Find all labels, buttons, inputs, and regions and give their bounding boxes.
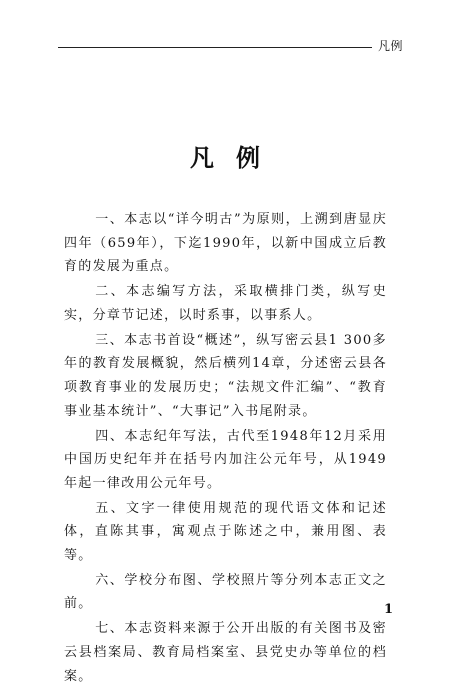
running-title: 凡例: [377, 39, 403, 53]
paragraph-4: 四、本志纪年写法，古代至1948年12月采用中国历史纪年并在括号内加注公元年号，从1949年起一律改用公元年号。: [64, 428, 387, 491]
page-number: 1: [383, 602, 393, 617]
page-title: 凡例: [190, 143, 282, 173]
header-rule: [58, 47, 372, 48]
paragraph-6: 六、学校分布图、学校照片等分列本志正文之前。: [64, 572, 387, 612]
paragraph-3: 三、本志书首设“概述”，纵写密云县1 300多年的教育发展概貌，然后横列14章，分述密云县各项教育事业的发展历史；“法规文件汇编”、“教育事业基本统计”、“大事记”入书尾附录。: [64, 332, 387, 419]
body-text: [64, 208, 387, 690]
paragraph-2: 二、本志编写方法，采取横排门类，纵写史实，分章节记述，以时系事，以事系人。: [64, 284, 387, 323]
running-header: [58, 38, 403, 54]
paragraph-1: 一、本志以“详今明古”为原则，上溯到唐显庆四年（659年），下迄1990年，以新中国成立后教育的发展为重点。: [64, 212, 387, 275]
paragraph-5: 五、文字一律使用规范的现代语文体和记述体，直陈其事，寓观点于陈述之中，兼用图、表等。: [64, 500, 387, 563]
paragraph-7: 七、本志资料来源于公开出版的有关图书及密云县档案局、教育局档案室、县党史办等单位的档案。: [64, 621, 387, 684]
